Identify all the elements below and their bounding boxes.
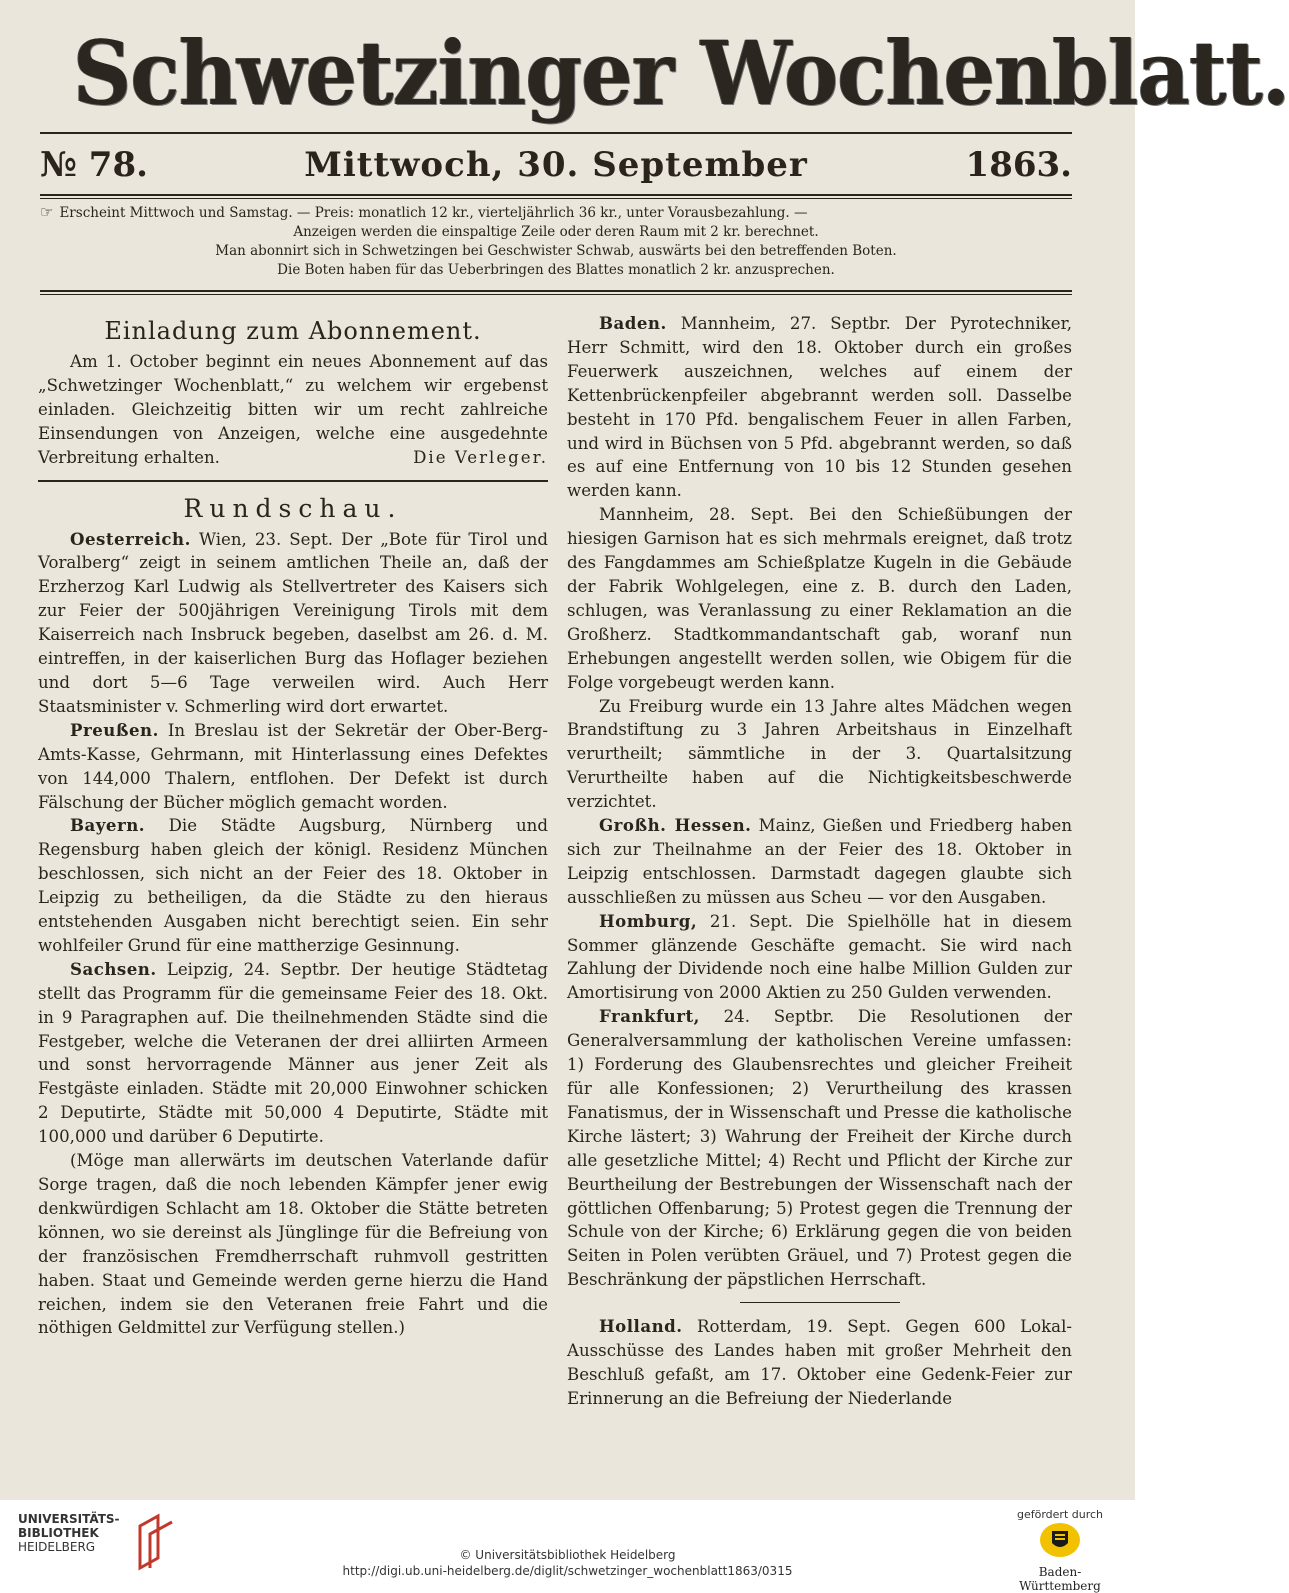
article-hessen: Großh. Hessen. Mainz, Gießen und Friedberg haben sich zur Theilnahme an der Feier des 18. Oktober in Leipzig entschlossen. Darmstadt dagegen glaubte sich ausschließen zu müssen aus Scheu — vor den Ausgaben.: [567, 815, 1073, 907]
info-line-1: Erscheint Mittwoch und Samstag. — Preis: monatlich 12 kr., vierteljährlich 36 kr., unter Vorausbezahlung. —: [59, 205, 808, 221]
bw-coat-of-arms-icon: [1039, 1521, 1081, 1559]
article-heading: Holland.: [599, 1316, 683, 1337]
article-sachsen: Sachsen. Leipzig, 24. Septbr. Der heutige Städtetag stellt das Programm für die gemeinsame Feier des 18. Okt. in 9 Paragraphen auf. Die theilnehmenden Städte sind die Festgeber, welche die Veteranen der drei alliirten Armeen und sonst hervorragende Männer aus jener Zeit als Festgäste einladen. Städte mit 20,000 Einwohner schicken 2 Deputirte, Städte mit 50,000 4 Deputirte, Städte mit 100,000 und darüber 6 Deputirte.: [38, 958, 549, 1147]
ub-line-3: HEIDELBERG: [18, 1540, 96, 1554]
issue-number: № 78.: [40, 145, 148, 185]
issue-date: Mittwoch, 30. September: [304, 145, 808, 185]
article-oesterreich: Oesterreich. Wien, 23. Sept. Der „Bote für Tirol und Voralberg“ zeigt in seinem amtlichen Theile an, daß der Erzherzog Karl Ludwig als Stellvertreter des Kaisers sich zur Feier der 500jährigen Vereinigung Tirols mit dem Kaiserreich nach Insbruck begeben, daselbst am 26. d. M. eintreffen, in der kaiserlichen Burg das Hoflager beziehen und dort 5—6 Tage verweilen wird. Auch Herr Staatsminister v. Schmerling wird dort erwartet.: [38, 528, 548, 716]
info-rule-thin: [40, 294, 1072, 295]
left-column: [38, 312, 548, 1340]
article-frankfurt: Frankfurt, 24. Septbr. Die Resolutionen der Generalversammlung der katholischen Vereine umfassen: 1) Forderung des Glaubensrechtes und gleicher Freiheit für alle Konfessionen; 2) Verurtheilung des krassen Fanatismus, der in Wissenschaft und Presse die katholische Kirche lästert; 3) Wahrung der Freiheit der Kirche durch alle gesetzliche Mittel; 4) Recht und Pflicht der Kirche zur Beurtheilung der Bestrebungen der Wissenschaft nach der göttlichen Offenbarung; 5) Protest gegen die Trennung der Schule von der Kirche; 6) Erklärung gegen die von beiden Seiten in Polen verübten Gräuel, und 7) Protest gegen die Beschränkung der päpstlichen Herrschaft.: [567, 1006, 1072, 1290]
dateline-rule: [40, 194, 1072, 196]
article-heading: Sachsen.: [70, 958, 157, 979]
short-divider: [740, 1302, 900, 1303]
footer-bar: [0, 1500, 1135, 1593]
article-heading: Großh. Hessen.: [599, 815, 752, 836]
ub-line-2: BIBLIOTHEK: [18, 1526, 99, 1540]
footer-copyright: [0, 1547, 1135, 1579]
article-freiburg: Zu Freiburg wurde ein 13 Jahre altes Mädchen wegen Brandstiftung zu 3 Jahren Arbeitshaus in Einzelhaft verurtheilt; sämmtliche in der 3. Quartalsitzung Verurtheilte haben auf die Nichtigkeitsbeschwerde verzichtet.: [567, 696, 1072, 812]
invite-heading: Einladung zum Abonnement.: [104, 317, 482, 345]
article-heading: Baden.: [599, 313, 667, 333]
issue-year: 1863.: [965, 145, 1072, 185]
copyright-text: © Universitätsbibliothek Heidelberg: [459, 1548, 676, 1562]
source-url[interactable]: http://digi.ub.uni-heidelberg.de/diglit/schwetzinger_wochenblatt1863/0315: [342, 1564, 793, 1578]
section-divider: [38, 480, 548, 482]
state-name: Baden-Württemberg: [1019, 1565, 1101, 1593]
article-sachsen-comment: (Möge man allerwärts im deutschen Vaterlande dafür Sorge tragen, daß die noch lebenden Kämpfer jener ewig denkwürdigen Schlacht am 18. Oktober die Stätte betreten können, wo sie dereinst als Jünglinge für die Befreiung von der französischen Fremdherrschaft ruhmvoll gestritten haben. Staat und Gemeinde werden gerne hierzu die Hand reichen, indem sie den Veteranen freie Fahrt und die nöthigen Geldmittel zur Verfügung stellen.): [38, 1151, 548, 1338]
invite-signature: Die Verleger.: [413, 447, 548, 467]
info-line-2: Anzeigen werden die einspaltige Zeile oder deren Raum mit 2 kr. berechnet.: [293, 224, 819, 240]
dateline: [40, 140, 1072, 190]
article-heading: Preußen.: [70, 719, 159, 740]
article-heading: Bayern.: [70, 815, 146, 836]
article-baden: Baden. Mannheim, 27. Septbr. Der Pyrotechniker, Herr Schmitt, wird den 18. Oktober durch ein großes Feuerwerk auszeichnen, welches auf einem der Kettenbrückenpfeiler abgebrannt werden soll. Dasselbe besteht in 170 Pfd. bengalischem Feuer in allen Farben, und wird in Büchsen von 5 Pfd. abgebrannt werden, so daß es auf eine Entfernung von 10 bis 12 Stunden gesehen werden kann.: [567, 313, 1073, 501]
article-bayern: Bayern. Die Städte Augsburg, Nürnberg und Regensburg haben gleich der königl. Residenz München beschlossen, sich nicht an der Feier des 18. Oktober in Leipzig zu betheiligen, da die Städte zu den hieraus entstehenden Ausgaben nicht berechtigt seien. Ein sehr wohlfeiler Grund für eine mattherzige Gesinnung.: [38, 815, 548, 955]
article-mannheim: Mannheim, 28. Sept. Bei den Schießübungen der hiesigen Garnison hat es sich mehrmals ereignet, daß trotz des Fangdammes am Schießplatze Kugeln in die Gebäude der Fabrik Wohlgelegen, eine z. B. durch den Laden, schlugen, was Veranlassung zu einer Reklamation an die Großherz. Stadtkommandantschaft gab, woranf nun Erhebungen angestellt werden sollen, wie Obigem für die Folge vorgebeugt werden kann.: [567, 505, 1072, 692]
masthead-title: Schwetzinger Wochenblatt.: [73, 21, 1289, 125]
article-preussen: Preußen. In Breslau ist der Sekretär der Ober-Berg-Amts-Kasse, Gehrmann, mit Hinterlassung eines Defektes von 144,000 Thalern, entflohen. Der Defekt ist durch Fälschung der Bücher möglich gemacht worden.: [38, 719, 548, 812]
funded-by-text: gefördert durch: [1016, 1508, 1104, 1521]
info-rule: [40, 290, 1072, 292]
masthead-rule: [40, 132, 1072, 134]
bw-logo[interactable]: [1010, 1508, 1110, 1593]
article-heading: Oesterreich.: [70, 528, 191, 549]
ub-line-1: UNIVERSITÄTS-: [18, 1512, 120, 1526]
dateline-rule-thin: [40, 198, 1072, 199]
info-line-4: Die Boten haben für das Ueberbringen des Blattes monatlich 2 kr. anzusprechen.: [277, 262, 835, 278]
right-column: [567, 312, 1072, 1411]
article-holland: Holland. Rotterdam, 19. Sept. Gegen 600 Lokal-Ausschüsse des Landes haben mit großer Mehrheit den Beschluß gefaßt, am 17. Oktober eine Gedenk-Feier zur Erinnerung an die Befreiung der Niederlande: [567, 1316, 1072, 1408]
article-heading: Homburg,: [599, 910, 698, 931]
subscription-info: [40, 203, 1072, 280]
article-heading: Frankfurt,: [599, 1006, 700, 1027]
article-homburg: Homburg, 21. Sept. Die Spielhölle hat in diesem Sommer glänzende Geschäfte gemacht. Sie wird nach Zahlung der Dividende noch eine halbe Million Gulden zur Amortisirung von 2000 Aktien zu 250 Gulden verwenden.: [567, 910, 1072, 1003]
invite-paragraph: Am 1. October beginnt ein neues Abonnement auf das „Schwetzinger Wochenblatt,“ zu welchem wir ergebenst einladen. Gleichzeitig bitten wir um recht zahlreiche Einsendungen von Anzeigen, welche eine ausgedehnte Verbreitung erhalten. Die Verleger.: [38, 350, 548, 470]
rundschau-heading: Rundschau.: [183, 493, 403, 523]
info-line-3: Man abonnirt sich in Schwetzingen bei Geschwister Schwab, auswärts bei den betreffenden Boten.: [215, 243, 897, 259]
pointing-hand-icon: ☞: [40, 203, 54, 221]
